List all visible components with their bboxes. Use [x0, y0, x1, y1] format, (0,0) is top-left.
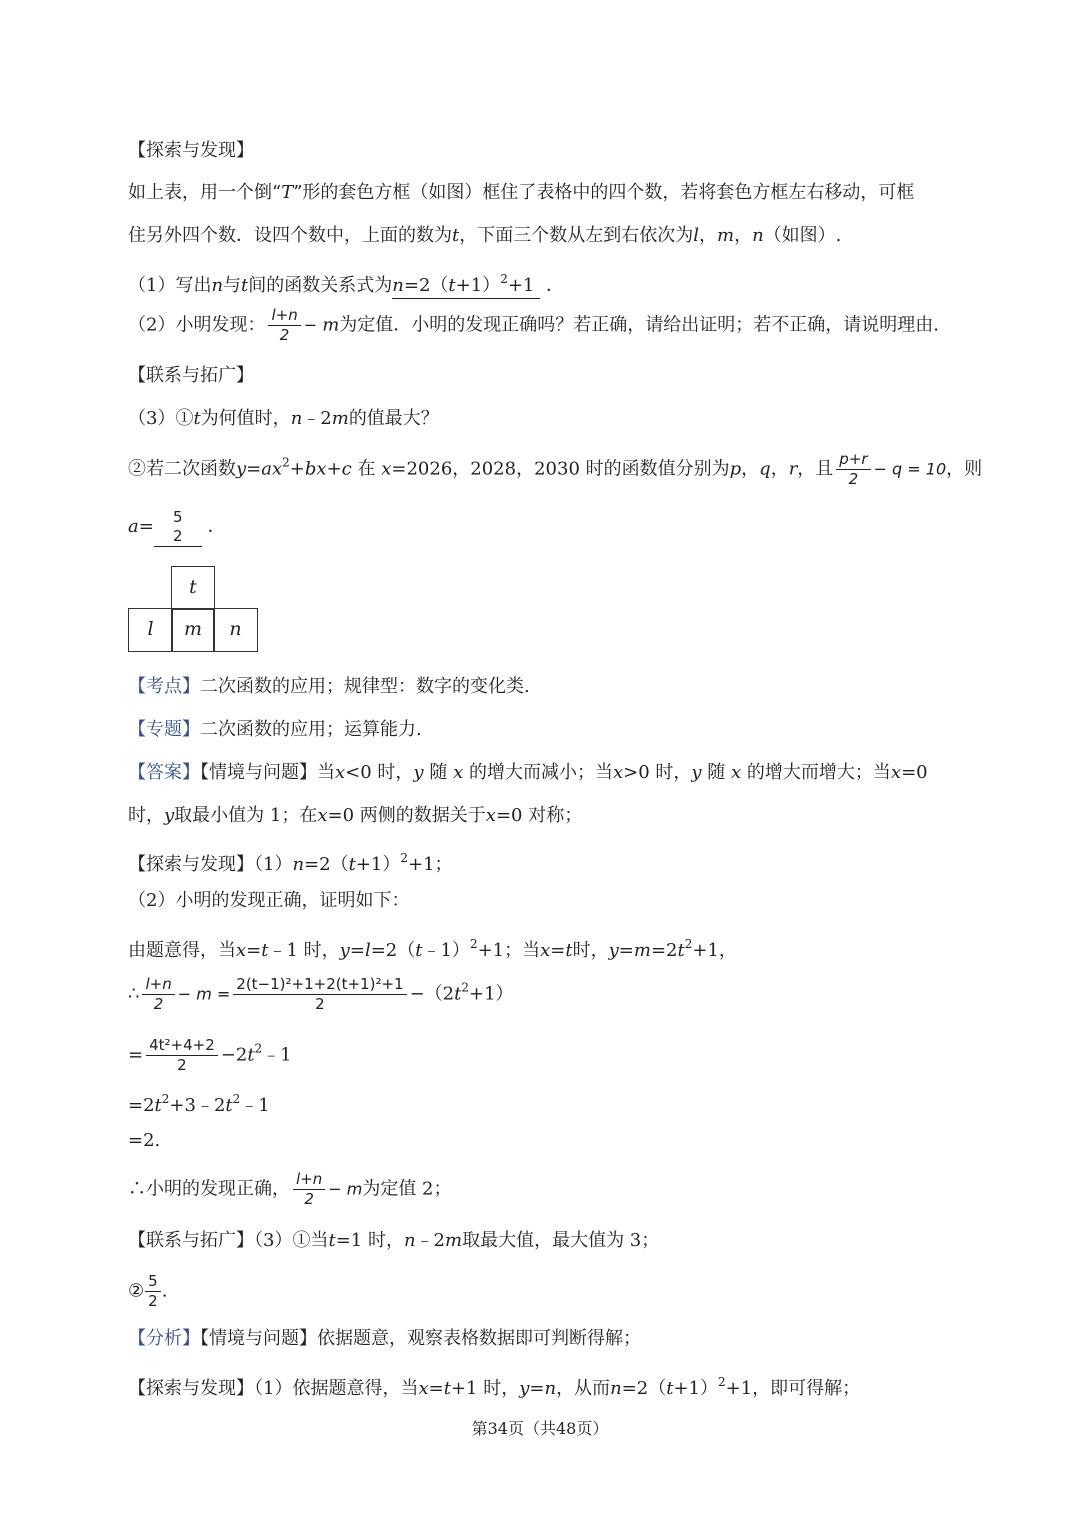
table-cell-m: m: [171, 608, 215, 652]
page-footer: 第34页（共48页）: [471, 1419, 609, 1438]
kaodian-line: 【考点】二次函数的应用；规律型：数字的变化类.: [128, 676, 530, 697]
answer-line: 【探索与发现】$(1)n=2(t+1)^2+1$；: [128, 851, 453, 875]
answer-blank-2: 5 2: [154, 508, 202, 547]
table-cell-l: l: [128, 608, 173, 652]
section-heading-extend: 【联系与拓广】: [128, 365, 254, 386]
table-cell-n: n: [213, 608, 258, 652]
answer-line: 时，y取最小值为 1；在x=0 两侧的数据关于x=0 对称；: [128, 805, 583, 826]
answer-line: 由题意得，当x=t﹣1 时，y=l=2（t﹣1）$^2$+1；当x=t时，$y=m=2t^2+1$，: [128, 937, 737, 961]
answer-line: 【联系与拓广】（3）①当t=1 时，n﹣2m取最大值，最大值为 3；: [128, 1230, 660, 1251]
problem-text-line: 如上表，用一个倒“T”形的套色方框（如图）框住了表格中的四个数，若将套色方框左右移动，可框: [128, 182, 915, 203]
proof-step-2: = $\frac{\text{4t²+4+2}}{2}$ $-2t^2﹣1$: [128, 1036, 292, 1074]
fraction-p-plus-r: $\frac{p+r}{2}$: [836, 450, 870, 489]
question-3-part-2: ②若二次函数$y=ax^2+bx+c$ 在 x=2026，2028，2030 时的函数值分别为p，q，r，且 $\frac{p+r}{2}$ − q = 10，则: [128, 450, 983, 488]
zhuanti-line: 【专题】二次函数的应用；运算能力.: [128, 719, 422, 740]
question-3-answer: a= 5 2 ．: [128, 508, 226, 545]
question-3: （3）①t为何值时，n﹣2m的值最大？: [128, 408, 439, 429]
question-2: （2）小明发现： $\frac{l+n}{2}$ − m为定值．小明的发现正确吗？若正确，请给出证明；若不正确，请说明理由.: [128, 306, 939, 344]
fraction-l-plus-n: $\frac{l+n}{2}$: [268, 306, 300, 345]
proof-conclusion: ∴小明的发现正确， $\frac{l+n}{2}$ − m为定值 2；: [128, 1170, 452, 1208]
answer-line: （2）小明的发现正确，证明如下：: [128, 890, 410, 911]
analysis-line: 【探索与发现】（1）依据题意得，当x=t+1 时，y=n，从而$n=2(t+1)^2+1$，即可得解；: [128, 1375, 861, 1399]
problem-text-line: 住另外四个数．设四个数中，上面的数为t，下面三个数从左到右依次为l，m，n（如图）.: [128, 225, 842, 246]
answer-blank-1: $n=2(t+1)^2+1$: [392, 267, 540, 299]
answer-line: ② $\frac{5}{2}$ .: [128, 1272, 168, 1310]
question-1: （1）写出n与t间的函数关系式为$n=2(t+1)^2+1$ ．: [128, 267, 564, 299]
table-cell-t: t: [171, 566, 215, 610]
analysis-line: 【分析】【情境与问题】依据题意，观察表格数据即可判断得解；: [128, 1328, 641, 1349]
proof-step-3: $=2t^2+3﹣2t^2﹣1$: [128, 1092, 270, 1116]
answer-line: 【答案】【情境与问题】当x<0 时，y 随 x 的增大而减小；当x>0 时，y 随 x 的增大而增大；当x=0: [128, 762, 928, 783]
proof-step-1: ∴ $\frac{l+n}{2}$ − m = $\frac{\text{2(t−1)²+1+2(t+1)²+1}}{2}$ $-(2t^2+1)$: [128, 975, 514, 1013]
proof-step-4: =2.: [128, 1130, 161, 1151]
section-heading-explore: 【探索与发现】: [128, 140, 254, 161]
